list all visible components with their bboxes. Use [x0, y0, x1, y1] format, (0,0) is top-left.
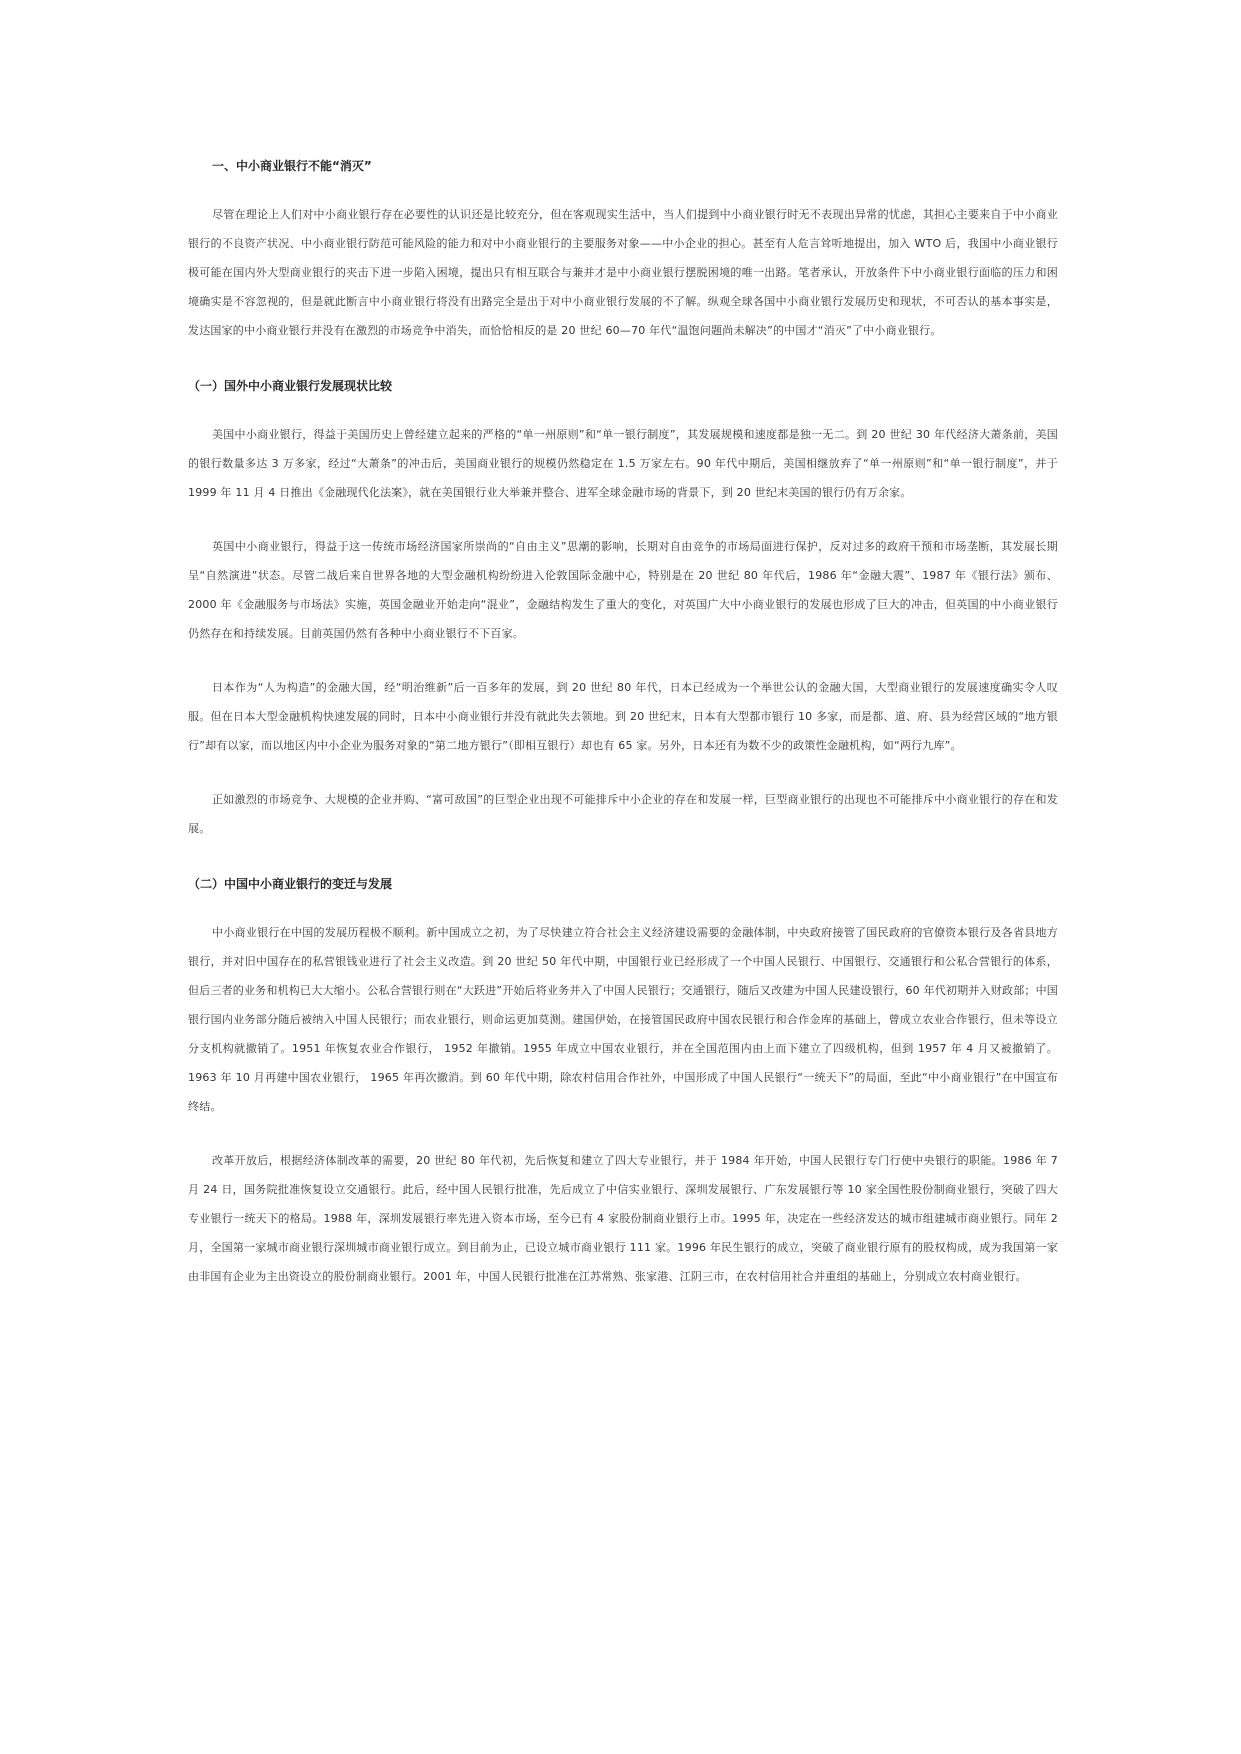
document-body — [188, 158, 1058, 1291]
paragraph-competition: 正如激烈的市场竞争、大规模的企业并购、“富可敌国”的巨型企业出现不可能排斥中小企业的存在和发展一样，巨型商业银行的出现也不可能排斥中小商业银行的存在和发展。 — [188, 793, 1058, 835]
subsection-heading-foreign: （一）国外中小商业银行发展现状比较 — [188, 379, 393, 393]
paragraph-japan: 日本作为“人为构造”的金融大国，经“明治维新”后一百多年的发展，到 20 世纪 80 年代，日本已经成为一个举世公认的金融大国，大型商业银行的发展速度确实令人叹服。但在日本大型金融机构快速发展的同时，日本中小商业银行并没有就此失去领地。到 20 世纪末，日本有大型都市银行 10 多家，而是都、道、府、县为经营区域的“地方银行”却有以家，而以地区内中小企业为服务对象的“第二地方银行”（即相互银行）却也有 65 家。另外，日本还有为数不少的政策性金融机构，如“两行九库”。 — [188, 681, 1058, 752]
spacer — [188, 843, 1058, 876]
spacer — [188, 760, 1058, 785]
paragraph-uk: 英国中小商业银行，得益于这一传统市场经济国家所崇尚的“自由主义”思潮的影响，长期对自由竞争的市场局面进行保护，反对过多的政府干预和市场垄断，其发展长期呈“自然演进”状态。尽管二战后来自世界各地的大型金融机构纷纷进入伦敦国际金融中心，特别是在 20 世纪 80 年代后，1986 年“金融大震”、1987 年《银行法》颁布、2000 年《金融服务与市场法》实施，英国金融业开始走向“混业”，金融结构发生了重大的变化，对英国广大中小商业银行的发展也形成了巨大的冲击，但英国的中小商业银行仍然存在和持续发展。目前英国仍然有各种中小商业银行不下百家。 — [188, 540, 1058, 640]
spacer — [188, 892, 1058, 918]
spacer — [188, 648, 1058, 673]
spacer — [188, 345, 1058, 378]
spacer — [188, 174, 1058, 200]
paragraph-china-reform: 改革开放后，根据经济体制改革的需要，20 世纪 80 年代初，先后恢复和建立了四大专业银行，并于 1984 年开始，中国人民银行专门行使中央银行的职能。1986 年 7 月 24 日，国务院批准恢复设立交通银行。此后，经中国人民银行批准，先后成立了中信实业银行、深圳发展银行、广东发展银行等 10 家全国性股份制商业银行，突破了四大专业银行一统天下的格局。1988 年，深圳发展银行率先进入资本市场，至今已有 4 家股份制商业银行上市。1995 年，决定在一些经济发达的城市组建城市商业银行。同年 2 月，全国第一家城市商业银行深圳城市商业银行成立。到目前为止，已设立城市商业银行 111 家。1996 年民生银行的成立，突破了商业银行原有的股权构成，成为我国第一家由非国有企业为主出资设立的股份制商业银行。2001 年，中国人民银行批准在江苏常熟、张家港、江阴三市，在农村信用社合并重组的基础上，分别成立农村商业银行。 — [188, 1154, 1058, 1283]
spacer — [188, 507, 1058, 532]
paragraph-china-history: 中小商业银行在中国的发展历程极不顺利。新中国成立之初，为了尽快建立符合社会主义经济建设需要的金融体制，中央政府接管了国民政府的官僚资本银行及各省县地方银行，并对旧中国存在的私营银钱业进行了社会主义改造。到 20 世纪 50 年代中期，中国银行业已经形成了一个中国人民银行、中国银行、交通银行和公私合营银行的体系，但后三者的业务和机构已大大缩小。公私合营银行则在“大跃进”开始后将业务并入了中国人民银行；交通银行，随后又改建为中国人民建设银行，60 年代初期并入财政部；中国银行国内业务部分随后被纳入中国人民银行；而农业银行，则命运更加莫测。建国伊始，在接管国民政府中国农民银行和合作金库的基础上，曾成立农业合作银行，但未等设立分支机构就撤销了。1951 年恢复农业合作银行， 1952 年撤销。1955 年成立中国农业银行，并在全国范围内由上而下建立了四级机构，但到 1957 年 4 月又被撤销了。1963 年 10 月再建中国农业银行， 1965 年再次撤消。到 60 年代中期，除农村信用合作社外，中国形成了中国人民银行“一统天下”的局面，至此“中小商业银行”在中国宣布终结。 — [188, 926, 1058, 1113]
section-heading-main: 一、中小商业银行不能“消灭” — [212, 159, 372, 173]
spacer — [188, 394, 1058, 420]
subsection-heading-china: （二）中国中小商业银行的变迁与发展 — [188, 877, 393, 891]
spacer — [188, 1121, 1058, 1146]
paragraph-intro: 尽管在理论上人们对中小商业银行存在必要性的认识还是比较充分，但在客观现实生活中，当人们提到中小商业银行时无不表现出异常的忧虑，其担心主要来自于中小商业银行的不良资产状况、中小商业银行防范可能风险的能力和对中小商业银行的主要服务对象——中小企业的担心。甚至有人危言耸听地提出，加入 WTO 后，我国中小商业银行极可能在国内外大型商业银行的夹击下进一步陷入困境，提出只有相互联合与兼并才是中小商业银行摆脱困境的唯一出路。笔者承认，开放条件下中小商业银行面临的压力和困境确实是不容忽视的，但是就此断言中小商业银行将没有出路完全是出于对中小商业银行发展的不了解。纵观全球各国中小商业银行发展历史和现状，不可否认的基本事实是，发达国家的中小商业银行并没有在激烈的市场竞争中消失，而恰恰相反的是 20 世纪 60—70 年代“温饱问题尚未解决”的中国才“消灭”了中小商业银行。 — [188, 208, 1058, 337]
paragraph-usa: 美国中小商业银行，得益于美国历史上曾经建立起来的严格的“单一州原则”和“单一银行制度”，其发展规模和速度都是独一无二。到 20 世纪 30 年代经济大萧条前，美国的银行数量多达 3 万多家，经过“大萧条”的冲击后，美国商业银行的规模仍然稳定在 1.5 万家左右。90 年代中期后，美国相继放弃了“单一州原则”和“单一银行制度”，并于 1999 年 11 月 4 日推出《金融现代化法案》，就在美国银行业大举兼并整合、进军全球金融市场的背景下，到 20 世纪末美国的银行仍有万余家。 — [188, 428, 1058, 499]
